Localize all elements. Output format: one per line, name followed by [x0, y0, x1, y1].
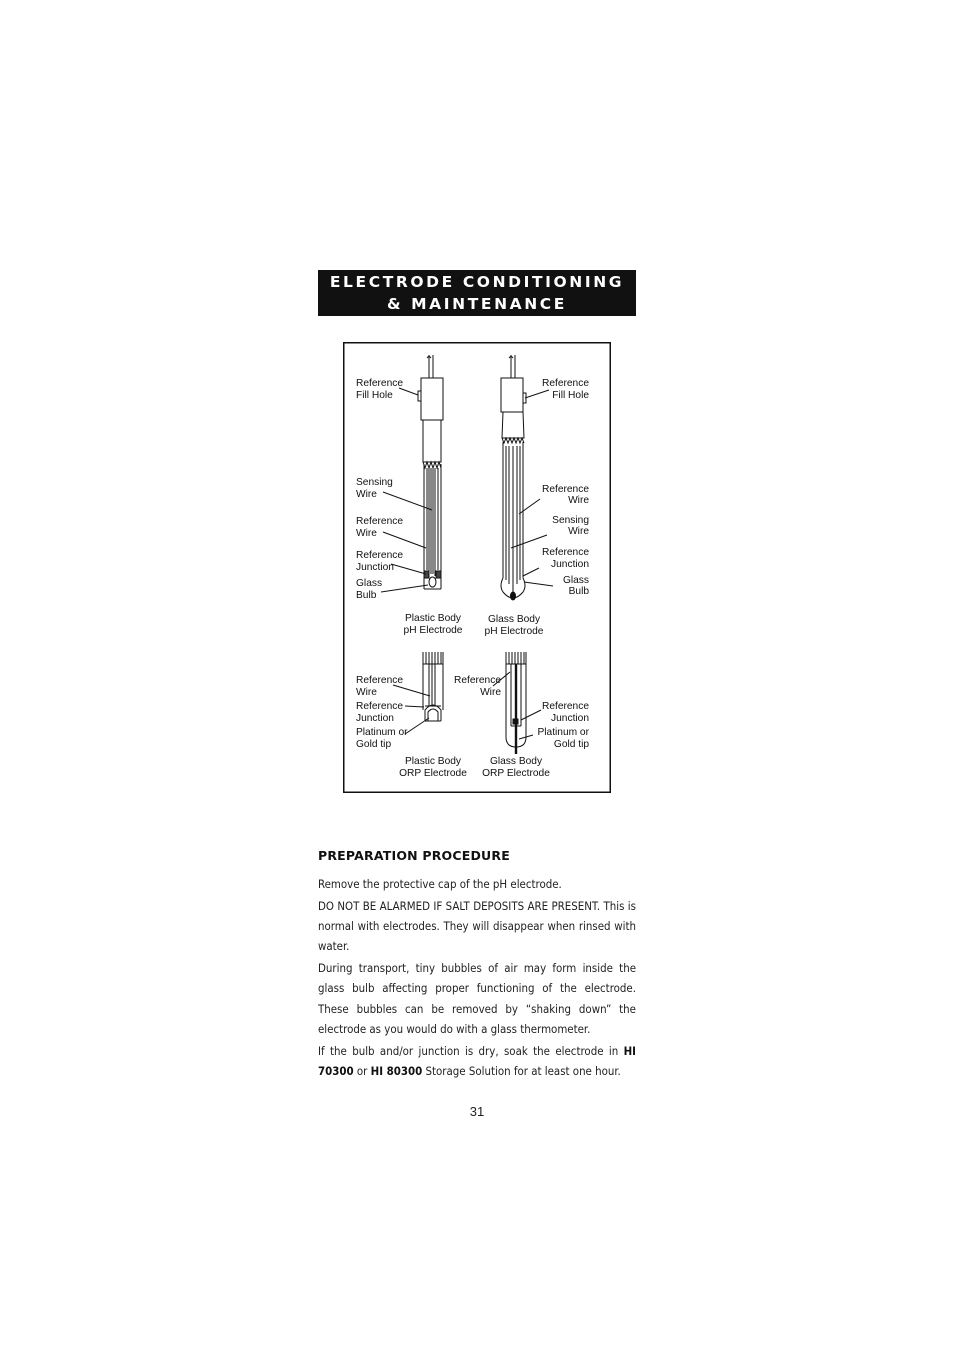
section-body	[318, 874, 636, 1083]
orp-plastic-label-ref-wire-1: Reference	[356, 675, 404, 686]
ph-plastic-label-ref-fill-hole-2: Fill Hole	[356, 390, 393, 401]
ph-plastic-label-ref-fill-hole-1: Reference	[356, 378, 404, 389]
orp-plastic-label-ref-junction-1: Reference	[356, 701, 404, 712]
ph-plastic-caption-2: pH Electrode	[403, 625, 463, 636]
title-line-1: ELECTRODE CONDITIONING	[329, 273, 625, 291]
orp-glass-caption-1: Glass Body	[489, 756, 543, 767]
ph-glass-label-ref-wire-1: Reference	[541, 484, 589, 495]
orp-plastic-caption-1: Plastic Body	[404, 756, 462, 767]
ph-plastic-label-glass-bulb-2: Bulb	[356, 590, 377, 601]
ph-plastic-label-sensing-wire-2: Wire	[356, 489, 377, 500]
ph-glass-label-glass-bulb-1: Glass	[562, 575, 589, 586]
ph-glass-label-ref-junction-1: Reference	[541, 547, 589, 558]
product-code-hi80300: HI 80300	[370, 1064, 423, 1079]
orp-glass-label-ref-junction-1: Reference	[541, 701, 589, 712]
section-heading: PREPARATION PROCEDURE	[318, 848, 510, 863]
ph-glass-label-sensing-wire-1: Sensing	[552, 515, 589, 526]
ph-glass-label-ref-wire-2: Wire	[568, 495, 589, 506]
orp-plastic-label-ref-wire-2: Wire	[356, 687, 377, 698]
orp-glass-label-ref-wire-2: Wire	[480, 687, 501, 698]
orp-plastic-caption-2: ORP Electrode	[399, 768, 467, 779]
ph-plastic-label-ref-wire-2: Wire	[356, 528, 377, 539]
page-number: 31	[469, 1104, 485, 1119]
electrode-diagram	[343, 342, 611, 793]
ph-plastic-label-ref-junction-2: Junction	[356, 562, 394, 573]
paragraph-4-text-b: or	[353, 1064, 371, 1079]
ph-glass-label-ref-junction-2: Junction	[551, 559, 589, 570]
section-title-banner	[318, 270, 636, 316]
orp-glass-label-ref-junction-2: Junction	[551, 713, 589, 724]
title-line-2: & MAINTENANCE	[387, 295, 567, 313]
paragraph-4-text-c: Storage Solution for at least one hour.	[422, 1064, 621, 1079]
orp-glass-electrode-drawing	[493, 652, 541, 754]
orp-glass-caption-2: ORP Electrode	[482, 768, 550, 779]
paragraph-2: DO NOT BE ALARMED IF SALT DEPOSITS ARE PRESENT. This is normal with electrodes. They will disappear when rinsed with water.	[318, 898, 636, 954]
orp-plastic-label-tip-1: Platinum or	[356, 727, 408, 738]
product-code-hi70300: HI 70300	[318, 1043, 636, 1079]
ph-plastic-label-sensing-wire-1: Sensing	[356, 477, 393, 488]
orp-plastic-label-ref-junction-2: Junction	[356, 713, 394, 724]
ph-glass-label-glass-bulb-2: Bulb	[568, 586, 589, 597]
paragraph-3: During transport, tiny bubbles of air may form inside the glass bulb affecting proper functioning of the electrode. These bubbles can be removed by “shaking down” the electrode as you would do with a glass thermometer.	[318, 961, 636, 1037]
ph-glass-label-ref-fill-hole-2: Fill Hole	[552, 390, 589, 401]
ph-glass-label-sensing-wire-2: Wire	[568, 526, 589, 537]
paragraph-1: Remove the protective cap of the pH electrode.	[318, 877, 562, 891]
ph-glass-caption-1: Glass Body	[487, 614, 541, 625]
orp-plastic-label-tip-2: Gold tip	[356, 739, 392, 750]
ph-plastic-label-ref-wire-1: Reference	[356, 516, 404, 527]
orp-plastic-electrode-drawing	[393, 652, 443, 734]
ph-plastic-label-glass-bulb-1: Glass	[356, 578, 383, 589]
orp-glass-label-ref-wire-1: Reference	[453, 675, 501, 686]
ph-glass-label-ref-fill-hole-1: Reference	[541, 378, 589, 389]
paragraph-4	[318, 1041, 636, 1082]
paragraph-4-text-a: If the bulb and/or junction is dry, soak the electrode in	[318, 1043, 624, 1058]
ph-glass-caption-2: pH Electrode	[484, 626, 544, 637]
orp-glass-label-tip-2: Gold tip	[553, 739, 589, 750]
ph-glass-electrode-drawing	[501, 355, 553, 600]
orp-glass-label-tip-1: Platinum or	[537, 727, 589, 738]
ph-plastic-caption-1: Plastic Body	[404, 613, 462, 624]
ph-plastic-label-ref-junction-1: Reference	[356, 550, 404, 561]
